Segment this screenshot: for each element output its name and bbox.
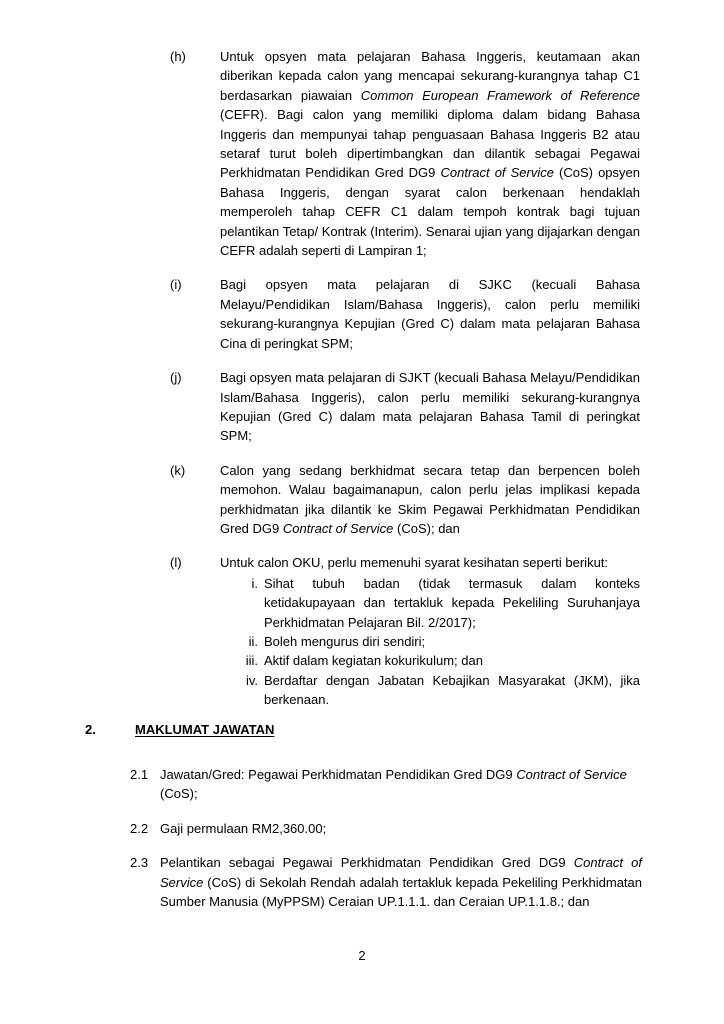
clause-marker: (i) (170, 277, 182, 293)
list-item (220, 671, 640, 710)
clause-marker: (k) (170, 462, 186, 478)
subclause-2-3 (130, 853, 642, 911)
text-run: (CoS) opsyen Bahasa Inggeris, dengan syarat calon berkenaan hendaklah memperoleh tahap CEFR C1 dalam tempoh kontrak bagi tujuan pelantikan Tetap/ Kontrak (Interim). Senarai ujian yang dijajarkan dengan CEFR adalah seperti di Lampiran 1; (220, 165, 640, 259)
lettered-clause-list (170, 47, 640, 725)
roman-text: Sihat tubuh badan (tidak termasuk dalam konteks ketidakupayaan dan tertakluk kepada Pekeliling Suruhanjaya Perkhidmatan Pelajaran Bil. 2/2017); (264, 575, 640, 630)
text-run: (CEFR). Bagi calon yang memiliki diploma dalam bidang Bahasa Inggeris dan mempunyai tahap penguasaan Bahasa Inggeris B2 atau setaraf turut boleh dipertimbangkan dan dilantik sebagai Pegawai Perkhidmatan Pendidikan Gred DG9 (220, 107, 640, 181)
clause-l-content (220, 553, 640, 709)
text-run: (CoS) di Sekolah Rendah adalah tertakluk kepada Pekeliling Perkhidmatan Sumber Manusia (MyPPSM) Ceraian UP.1.1.1. dan Ceraian UP.1.1.8.; dan (160, 874, 642, 910)
text-run: Gaji permulaan RM2,360.00; (160, 820, 327, 836)
subclause-number: 2.1 (130, 767, 149, 782)
subclause-list (130, 765, 642, 926)
text-run: Jawatan/Gred: Pegawai Perkhidmatan Pendidikan Gred DG9 (160, 767, 517, 782)
clause-j (170, 368, 640, 446)
clause-marker: (l) (170, 555, 182, 571)
subclause-2-2 (130, 819, 642, 838)
list-item (220, 632, 640, 651)
section-title: MAKLUMAT JAWATAN (135, 722, 275, 737)
subclause-number: 2.2 (130, 820, 149, 836)
section-maklumat-jawatan (85, 720, 645, 739)
subclause-text (160, 819, 642, 838)
page-number: 2 (358, 948, 366, 963)
subclause-text (160, 765, 642, 804)
roman-text: Boleh mengurus diri sendiri; (264, 633, 426, 649)
clause-i (170, 275, 640, 353)
text-run: Contract of Service (516, 767, 627, 782)
roman-text: Berdaftar dengan Jabatan Kebajikan Masyarakat (JKM), jika berkenaan. (264, 672, 640, 708)
text-run: Untuk opsyen mata pelajaran Bahasa Inggeris, keutamaan akan diberikan kepada calon yang mencapai sekurang-kurangnya tahap C1 berdasarkan piawaian (220, 49, 640, 103)
text-run: Common European Framework of Reference (360, 87, 641, 103)
clause-text (220, 368, 640, 446)
text-run: (CoS); (160, 786, 198, 802)
clause-text (220, 461, 640, 539)
list-item (220, 574, 640, 632)
text-run: Contract of Service (160, 855, 642, 890)
clause-l (170, 553, 640, 709)
text-run: Calon yang sedang berkhidmat secara tetap dan berpencen boleh memohon. Walau bagaimanapun, calon perlu jelas implikasi kepada perkhidmatan jika dilantik ke Skim Pegawai Perkhidmatan Pendidikan Gred DG9 (220, 462, 640, 536)
text-run: Bagi opsyen mata pelajaran di SJKC (kecuali Bahasa Melayu/Pendidikan Islam/Bahasa Inggeris), calon perlu memiliki sekurang-kurangnya Kepujian (Gred C) dalam mata pelajaran Bahasa Cina di peringkat SPM; (220, 277, 640, 351)
oku-requirement-list (220, 574, 640, 710)
text-run: Contract of Service (440, 165, 554, 181)
subclause-number: 2.3 (130, 855, 149, 871)
roman-marker: ii. (248, 633, 258, 649)
roman-marker: i. (251, 575, 258, 591)
text-run: (CoS); dan (393, 520, 460, 536)
roman-text: Aktif dalam kegiatan kokurikulum; dan (264, 653, 483, 669)
clause-text (220, 47, 640, 260)
text-run: Contract of Service (282, 520, 394, 536)
clause-k (170, 461, 640, 539)
list-item (220, 651, 640, 670)
clause-h (170, 47, 640, 260)
section-heading-row (85, 720, 645, 739)
roman-marker: iv. (245, 672, 258, 688)
text-run: Pelantikan sebagai Pegawai Perkhidmatan Pendidikan Gred DG9 (160, 855, 574, 871)
clause-text (220, 275, 640, 353)
subclause-text (160, 853, 642, 911)
clause-l-intro: Untuk calon OKU, perlu memenuhi syarat kesihatan seperti berikut: (220, 555, 609, 571)
section-number: 2. (85, 722, 96, 737)
roman-marker: iii. (245, 653, 258, 669)
clause-marker: (h) (170, 49, 186, 64)
clause-marker: (j) (170, 370, 182, 386)
text-run: Bagi opsyen mata pelajaran di SJKT (kecuali Bahasa Melayu/Pendidikan Islam/Bahasa Inggeris), calon perlu memiliki sekurang-kurangnya Kepujian (Gred C) dalam mata pelajaran Bahasa Tamil di peringkat SPM; (220, 370, 640, 444)
subclause-2-1 (130, 765, 642, 804)
